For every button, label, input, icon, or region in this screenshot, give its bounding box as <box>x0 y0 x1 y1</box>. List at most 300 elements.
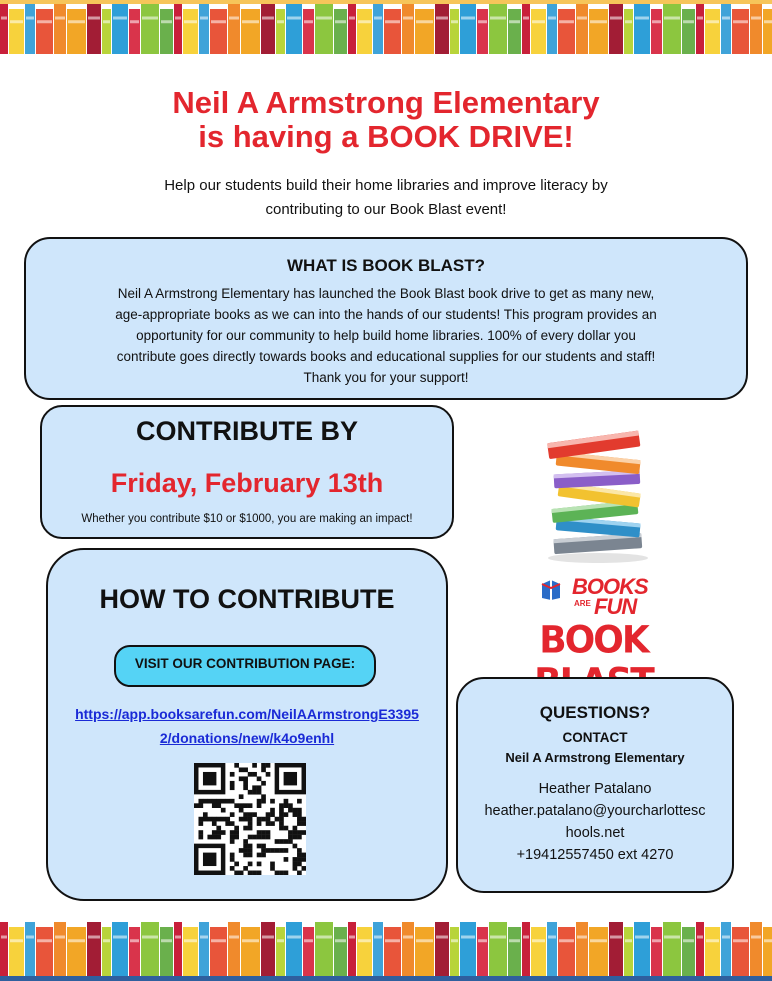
what-is-book-blast-box <box>24 237 748 400</box>
qr-module <box>234 830 239 835</box>
qr-module <box>212 830 217 835</box>
qr-module <box>239 776 244 781</box>
book-spine <box>576 922 588 976</box>
book-spine-band <box>523 17 529 20</box>
what-is-line: contribute goes directly towards books and educational supplies for our students and staff! <box>116 349 656 364</box>
qr-module <box>252 835 257 840</box>
qr-module <box>230 785 235 790</box>
qr-module <box>261 799 266 804</box>
qr-module <box>288 830 293 835</box>
book-spine-band <box>478 20 487 23</box>
book-spine <box>373 922 383 976</box>
qr-module <box>252 812 257 817</box>
qr-module <box>216 835 221 840</box>
qr-module <box>248 772 253 777</box>
qr-module <box>279 871 284 875</box>
book-spine <box>261 922 275 976</box>
book-spine-band <box>277 20 284 23</box>
book-spine-band <box>436 17 448 20</box>
book-spine <box>129 927 140 976</box>
book-spine-band <box>461 17 475 20</box>
qr-module <box>203 853 216 866</box>
book-spine-band <box>358 20 371 23</box>
book-spine-band <box>142 17 158 20</box>
qr-module <box>279 821 284 826</box>
contact-school: Neil A Armstrong Elementary <box>505 750 685 765</box>
qr-module <box>270 821 275 826</box>
book-spine <box>241 927 260 976</box>
qr-module <box>234 763 239 768</box>
book-spine-band <box>722 936 730 939</box>
book-spine <box>348 922 356 976</box>
book-spine-band <box>509 939 520 942</box>
qr-module <box>279 848 284 853</box>
qr-module <box>288 803 293 808</box>
contact-email-line-1[interactable]: heather.patalano@yourcharlottesc <box>484 803 706 819</box>
qr-module <box>230 839 235 844</box>
book-spine <box>25 922 35 976</box>
qr-module <box>230 830 235 835</box>
book-spine <box>129 9 140 54</box>
book-spine-band <box>374 936 382 939</box>
book-spine-band <box>68 939 85 942</box>
book-spine-band <box>385 20 400 23</box>
intro-line-2: contributing to our Book Blast event! <box>265 201 507 218</box>
book-spine <box>334 9 347 54</box>
qr-module <box>266 763 271 768</box>
book-spine-band <box>374 17 382 20</box>
qr-module <box>243 844 248 849</box>
qr-module <box>221 817 226 822</box>
qr-module <box>216 799 221 804</box>
logo-are-text: ARE <box>574 599 591 608</box>
qr-module <box>270 812 275 817</box>
book-spine <box>705 9 720 54</box>
qr-module <box>212 835 217 840</box>
qr-module <box>279 817 284 822</box>
contact-name: Heather Patalano <box>538 781 652 797</box>
qr-module <box>257 803 262 808</box>
qr-module <box>284 857 289 862</box>
book-spine <box>705 927 720 976</box>
qr-module <box>216 830 221 835</box>
qr-module <box>284 839 289 844</box>
book-spine-band <box>304 20 313 23</box>
qr-module <box>261 853 266 858</box>
book-spine <box>276 9 285 54</box>
book-spine-band <box>262 936 274 939</box>
book-spine <box>750 4 762 54</box>
what-is-line: opportunity for our community to help build home libraries. 100% of every dollar you <box>136 328 636 343</box>
qr-module <box>234 835 239 840</box>
book-spine <box>141 4 159 54</box>
qr-module <box>243 848 248 853</box>
qr-module <box>243 817 248 822</box>
qr-module <box>248 790 253 795</box>
qr-module <box>203 817 208 822</box>
qr-module <box>297 871 302 875</box>
books-are-fun-logo <box>486 574 701 666</box>
book-spine-band <box>358 939 371 942</box>
book-spine <box>558 9 575 54</box>
book-spine-band <box>175 17 181 20</box>
contribute-by-box <box>40 405 454 539</box>
book-spine <box>651 927 662 976</box>
qr-module <box>297 821 302 826</box>
qr-module <box>293 826 298 831</box>
book-spine-band <box>184 939 197 942</box>
qr-module <box>261 767 266 772</box>
book-spine-band <box>242 939 259 942</box>
qr-module <box>293 812 298 817</box>
qr-module <box>288 835 293 840</box>
book-spine <box>102 9 111 54</box>
book-spine-band <box>1 17 7 20</box>
qr-module <box>302 853 306 858</box>
logo-book-blast-text: BOOK <box>539 618 648 662</box>
book-spine-band <box>706 939 719 942</box>
book-spine-band <box>733 939 748 942</box>
qr-module <box>261 844 266 849</box>
contribute-note: Whether you contribute $10 or $1000, you are making an impact! <box>81 513 413 525</box>
qr-module <box>216 803 221 808</box>
qr-module <box>279 803 284 808</box>
qr-module <box>207 835 212 840</box>
book-spine-band <box>532 939 545 942</box>
qr-module <box>279 826 284 831</box>
book-spine <box>489 4 507 54</box>
book-spine-band <box>733 20 748 23</box>
book-spine-band <box>130 939 139 942</box>
book-spine-band <box>610 936 622 939</box>
qr-module <box>270 866 275 871</box>
qr-module <box>261 781 266 786</box>
qr-module <box>239 794 244 799</box>
bottom-bookshelf-decoration <box>0 920 772 981</box>
book-spine <box>763 9 772 54</box>
qr-module <box>293 808 298 813</box>
book-spine <box>415 927 434 976</box>
qr-module <box>293 830 298 835</box>
qr-module <box>302 830 306 835</box>
qr-module <box>234 871 239 875</box>
book-spine <box>261 4 275 54</box>
qr-module <box>266 821 271 826</box>
qr-module <box>198 803 203 808</box>
qr-module <box>261 835 266 840</box>
logo-books-text: BOOKS <box>572 574 648 599</box>
book-spine <box>160 927 173 976</box>
qr-module <box>230 772 235 777</box>
qr-module <box>261 794 266 799</box>
book-spine <box>450 9 459 54</box>
what-is-line: age-appropriate books as we can into the hands of our students! This program provides an <box>115 307 657 322</box>
qr-module <box>275 871 280 875</box>
book-spine <box>624 927 633 976</box>
book-spine <box>402 4 414 54</box>
book-spine <box>112 4 128 54</box>
book-spine <box>174 922 182 976</box>
book-spine <box>415 9 434 54</box>
qr-module <box>221 799 226 804</box>
book-spine-band <box>304 939 313 942</box>
book-spine <box>315 4 333 54</box>
book-spine-band <box>416 20 433 23</box>
qr-module <box>198 835 203 840</box>
questions-box <box>456 677 734 893</box>
qr-module <box>293 835 298 840</box>
book-spine <box>141 922 159 976</box>
book-spine-band <box>652 20 661 23</box>
contact-email-line-2[interactable]: hools.net <box>565 825 625 841</box>
book-spine <box>183 9 198 54</box>
book-spine <box>112 922 128 976</box>
qr-module <box>284 799 289 804</box>
what-is-body <box>26 283 746 388</box>
book-spine-band <box>764 20 772 23</box>
qr-module <box>248 817 253 822</box>
qr-module <box>270 799 275 804</box>
qr-module <box>225 799 230 804</box>
book-spine <box>183 927 198 976</box>
book-spine-band <box>652 939 661 942</box>
book-spine-band <box>697 17 703 20</box>
book-spine <box>54 4 66 54</box>
qr-module <box>266 817 271 822</box>
book-spine <box>609 4 623 54</box>
qr-module <box>248 853 253 858</box>
qr-module <box>266 835 271 840</box>
contribution-link-line-2[interactable]: 2/donations/new/k4o9enhl <box>159 730 335 746</box>
title-line-1: Neil A Armstrong Elementary <box>172 85 600 120</box>
book-spine-band <box>211 939 226 942</box>
qr-module <box>252 790 257 795</box>
book-spine <box>241 9 260 54</box>
book-spine-band <box>349 17 355 20</box>
qr-module <box>225 817 230 822</box>
book-spine-band <box>175 936 181 939</box>
book-spine-band <box>548 936 556 939</box>
intro-line-1: Help our students build their home libraries and improve literacy by <box>164 177 608 194</box>
book-logo-icon <box>540 578 562 602</box>
book-spine-band <box>764 939 772 942</box>
qr-module <box>207 817 212 822</box>
book-spine <box>589 9 608 54</box>
book-spine-band <box>10 20 23 23</box>
qr-module <box>270 848 275 853</box>
book-spine-band <box>751 17 761 20</box>
book-spine <box>174 4 182 54</box>
qr-module <box>212 799 217 804</box>
qr-module <box>207 799 212 804</box>
qr-module <box>230 781 235 786</box>
contact-label: CONTACT <box>562 730 628 745</box>
what-is-line: Thank you for your support! <box>303 370 469 385</box>
book-spine <box>67 9 86 54</box>
qr-module <box>297 848 302 853</box>
qr-module <box>234 826 239 831</box>
qr-module <box>297 830 302 835</box>
book-spine <box>276 927 285 976</box>
book-stack-illustration <box>540 416 660 564</box>
qr-module <box>243 866 248 871</box>
book-spine-band <box>200 17 208 20</box>
qr-module <box>279 808 284 813</box>
qr-module <box>257 790 262 795</box>
book-spine-band <box>26 936 34 939</box>
qr-module <box>293 862 298 867</box>
qr-module <box>203 799 208 804</box>
book-spine-band <box>478 939 487 942</box>
qr-module <box>257 830 262 835</box>
book-spine <box>531 9 546 54</box>
qr-module <box>221 808 226 813</box>
visit-contribution-page-button[interactable]: VISIT OUR CONTRIBUTION PAGE: <box>114 645 376 687</box>
qr-module <box>230 835 235 840</box>
book-spine-band <box>625 939 632 942</box>
qr-module <box>230 857 235 862</box>
contribution-link-line-1[interactable]: https://app.booksarefun.com/NeilAArmstrongE3395 <box>75 706 419 722</box>
qr-module <box>302 866 306 871</box>
book-spine <box>384 927 401 976</box>
book-spine <box>721 922 731 976</box>
book-spine <box>450 927 459 976</box>
qr-module <box>243 785 248 790</box>
book-spine <box>763 927 772 976</box>
qr-module <box>239 803 244 808</box>
qr-module <box>248 812 253 817</box>
book-spine-band <box>262 17 274 20</box>
book-spine <box>589 927 608 976</box>
qr-module <box>243 781 248 786</box>
book-spine-band <box>316 17 332 20</box>
book-spine <box>210 927 227 976</box>
qr-module <box>243 853 248 858</box>
book-spine <box>87 4 101 54</box>
qr-module <box>239 848 244 853</box>
book-spine-band <box>751 936 761 939</box>
book-spine-band <box>68 20 85 23</box>
book-spine-band <box>559 939 574 942</box>
book-spine-band <box>113 936 127 939</box>
book-spine <box>682 927 695 976</box>
qr-module <box>257 871 262 875</box>
book-spine-band <box>610 17 622 20</box>
qr-module <box>284 848 289 853</box>
book-spine <box>732 927 749 976</box>
book-spine-band <box>55 17 65 20</box>
how-to-heading: HOW TO CONTRIBUTE <box>99 584 395 614</box>
what-is-line: Neil A Armstrong Elementary has launched the Book Blast book drive to get as many new, <box>117 286 655 301</box>
book-spine <box>36 927 53 976</box>
book-spine-band <box>113 17 127 20</box>
book-spine <box>531 927 546 976</box>
book-spine <box>696 4 704 54</box>
qr-module <box>243 776 248 781</box>
qr-module <box>198 799 203 804</box>
qr-module <box>243 767 248 772</box>
qr-module <box>297 853 302 858</box>
book-spine-band <box>88 17 100 20</box>
qr-module <box>288 839 293 844</box>
book-spine-band <box>490 936 506 939</box>
contribute-by-heading: CONTRIBUTE BY <box>136 416 358 446</box>
book-spine <box>286 922 302 976</box>
book-spine-band <box>577 17 587 20</box>
book-spine <box>102 927 111 976</box>
qr-module <box>275 848 280 853</box>
qr-module <box>243 812 248 817</box>
book-spine <box>54 922 66 976</box>
book-spine-band <box>242 20 259 23</box>
qr-module <box>248 862 253 867</box>
qr-module <box>252 763 257 768</box>
book-spine <box>303 9 314 54</box>
qr-module <box>243 803 248 808</box>
qr-module <box>257 844 262 849</box>
book-spine-band <box>683 20 694 23</box>
qr-module <box>203 772 216 785</box>
book-spine <box>522 922 530 976</box>
book-spine <box>547 922 557 976</box>
book-spine <box>160 9 173 54</box>
qr-module <box>279 839 284 844</box>
book-spine <box>384 9 401 54</box>
book-spine-band <box>26 17 34 20</box>
qr-module <box>198 821 203 826</box>
qr-module <box>248 821 253 826</box>
qr-module <box>293 844 298 849</box>
qr-module <box>248 835 253 840</box>
book-spine <box>25 4 35 54</box>
qr-module <box>257 799 262 804</box>
book-spine <box>663 922 681 976</box>
qr-module <box>270 862 275 867</box>
qr-module <box>252 772 257 777</box>
book-spine-band <box>722 17 730 20</box>
book-spine-band <box>161 939 172 942</box>
qr-module <box>243 839 248 844</box>
qr-module <box>257 776 262 781</box>
book-spine-band <box>523 936 529 939</box>
book-spine-band <box>103 20 110 23</box>
book-spine-band <box>277 939 284 942</box>
qr-module <box>234 862 239 867</box>
book-spine <box>489 922 507 976</box>
qr-module <box>297 799 302 804</box>
book-spine-band <box>385 939 400 942</box>
book-spine <box>67 927 86 976</box>
book-spine <box>634 4 650 54</box>
qr-module <box>261 830 266 835</box>
qr-module <box>216 817 221 822</box>
book-spine <box>460 4 476 54</box>
book-spine <box>508 9 521 54</box>
what-is-heading: WHAT IS BOOK BLAST? <box>287 256 485 275</box>
book-spine-band <box>706 20 719 23</box>
title-line-2: is having a BOOK DRIVE! <box>198 119 574 154</box>
book-spine-band <box>451 939 458 942</box>
qr-code[interactable] <box>194 763 306 875</box>
book-spine-band <box>532 20 545 23</box>
book-spine <box>334 927 347 976</box>
book-spine-band <box>349 936 355 939</box>
book-spine <box>228 922 240 976</box>
book-spine <box>228 4 240 54</box>
book-spine-band <box>436 936 448 939</box>
qr-module <box>198 817 203 822</box>
book-spine <box>435 4 449 54</box>
